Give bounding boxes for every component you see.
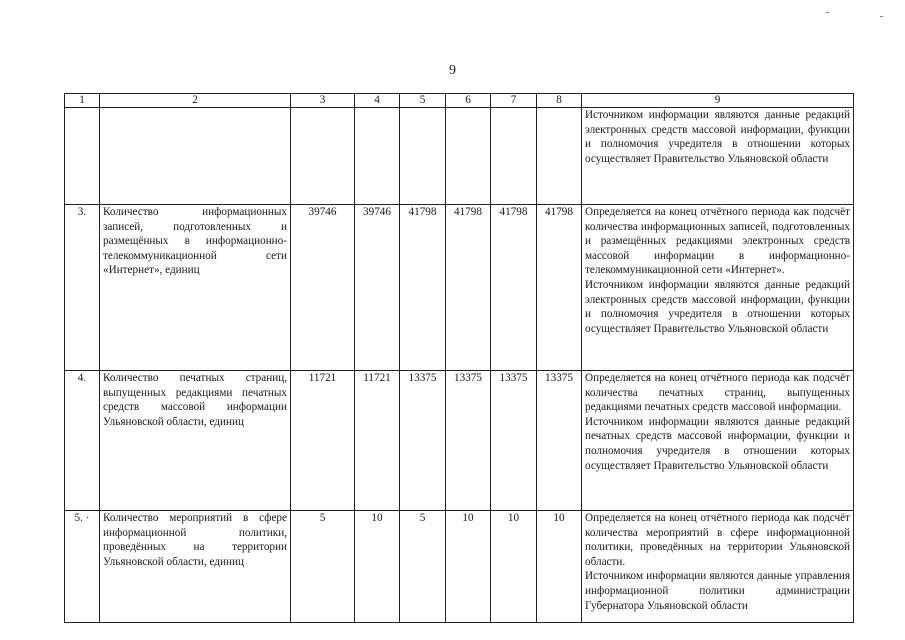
scan-speck [880, 16, 883, 17]
row-number [65, 108, 100, 205]
description-paragraph: Источником информации являются данные редакций электронных средств массовой информации, функции и полномочия учредителя в отношении которых осуществляет Правительство Ульяновской области [585, 278, 850, 335]
row-number: 4. [65, 371, 100, 511]
indicator-name: Количество печатных страниц, выпущенных редакциями печатных средств массовой информации Ульяновской области, единиц [100, 371, 291, 511]
indicator-value [400, 108, 446, 205]
indicator-value: 13375 [491, 371, 537, 511]
header-cell: 1 [65, 94, 100, 108]
indicator-value: 10 [355, 511, 400, 623]
indicator-value: 41798 [537, 205, 582, 371]
indicator-value [537, 108, 582, 205]
indicator-value: 41798 [446, 205, 491, 371]
indicator-value: 10 [537, 511, 582, 623]
indicators-table [64, 93, 854, 623]
indicator-value: 10 [491, 511, 537, 623]
description-paragraph: Источником информации являются данные управления информационной политики администрации Губернатора Ульяновской области [585, 570, 850, 612]
indicator-value: 13375 [400, 371, 446, 511]
indicator-value [355, 108, 400, 205]
indicator-name [100, 108, 291, 205]
methodology-description [582, 205, 854, 371]
description-paragraph: Определяется на конец отчётного периода как подсчёт количества мероприятий в сфере информационной политики, проведённых на территории Ульяновской области. [585, 512, 850, 568]
indicator-value: 39746 [355, 205, 400, 371]
indicator-value: 39746 [291, 205, 355, 371]
indicator-value: 13375 [446, 371, 491, 511]
description-paragraph: Источником информации являются данные редакций электронных средств массовой информации, функции и полномочия учредителя в отношении которых осуществляет Правительство Ульяновской области [585, 109, 850, 165]
description-paragraph: Определяется на конец отчётного периода как подсчёт количества печатных страниц, выпущенных редакциями печатных средств массовой информации. [585, 372, 850, 414]
indicator-value [291, 108, 355, 205]
header-row [65, 94, 854, 108]
table-row [65, 205, 854, 371]
indicator-value: 5 [400, 511, 446, 623]
header-cell: 3 [291, 94, 355, 108]
row-number: 3. [65, 205, 100, 371]
indicator-value: 13375 [537, 371, 582, 511]
indicator-value: 11721 [291, 371, 355, 511]
indicator-value: 41798 [400, 205, 446, 371]
methodology-description [582, 108, 854, 205]
indicator-value: 11721 [355, 371, 400, 511]
header-cell: 9 [582, 94, 854, 108]
table-row [65, 108, 854, 205]
page-number: 9 [449, 63, 456, 78]
description-paragraph: Источником информации являются данные редакций печатных средств массовой информации, функции и полномочия учредителя в отношении которых осуществляет Правительство Ульяновской области [585, 415, 850, 472]
indicator-value [446, 108, 491, 205]
header-cell: 7 [491, 94, 537, 108]
header-cell: 4 [355, 94, 400, 108]
indicator-value [491, 108, 537, 205]
scan-speck [826, 12, 829, 13]
indicator-name: Количество мероприятий в сфере информационной политики, проведённых на территории Ульяновской области, единиц [100, 511, 291, 623]
table-row [65, 511, 854, 623]
methodology-description [582, 371, 854, 511]
header-cell: 8 [537, 94, 582, 108]
row-number: 5. · [65, 511, 100, 623]
header-cell: 6 [446, 94, 491, 108]
description-paragraph: Определяется на конец отчётного периода как подсчёт количества информационных записей, подготовленных и размещённых редакциями электронных средств массовой информации в информационно-телекоммуникационной сети «Интернет». [585, 206, 850, 277]
indicator-value: 10 [446, 511, 491, 623]
table-row [65, 371, 854, 511]
indicator-value: 5 [291, 511, 355, 623]
header-cell: 2 [100, 94, 291, 108]
indicator-value: 41798 [491, 205, 537, 371]
header-cell: 5 [400, 94, 446, 108]
indicator-name: Количество информационных записей, подготовленных и размещённых в информационно-телекоммуникационной сети «Интернет», единиц [100, 205, 291, 371]
methodology-description [582, 511, 854, 623]
